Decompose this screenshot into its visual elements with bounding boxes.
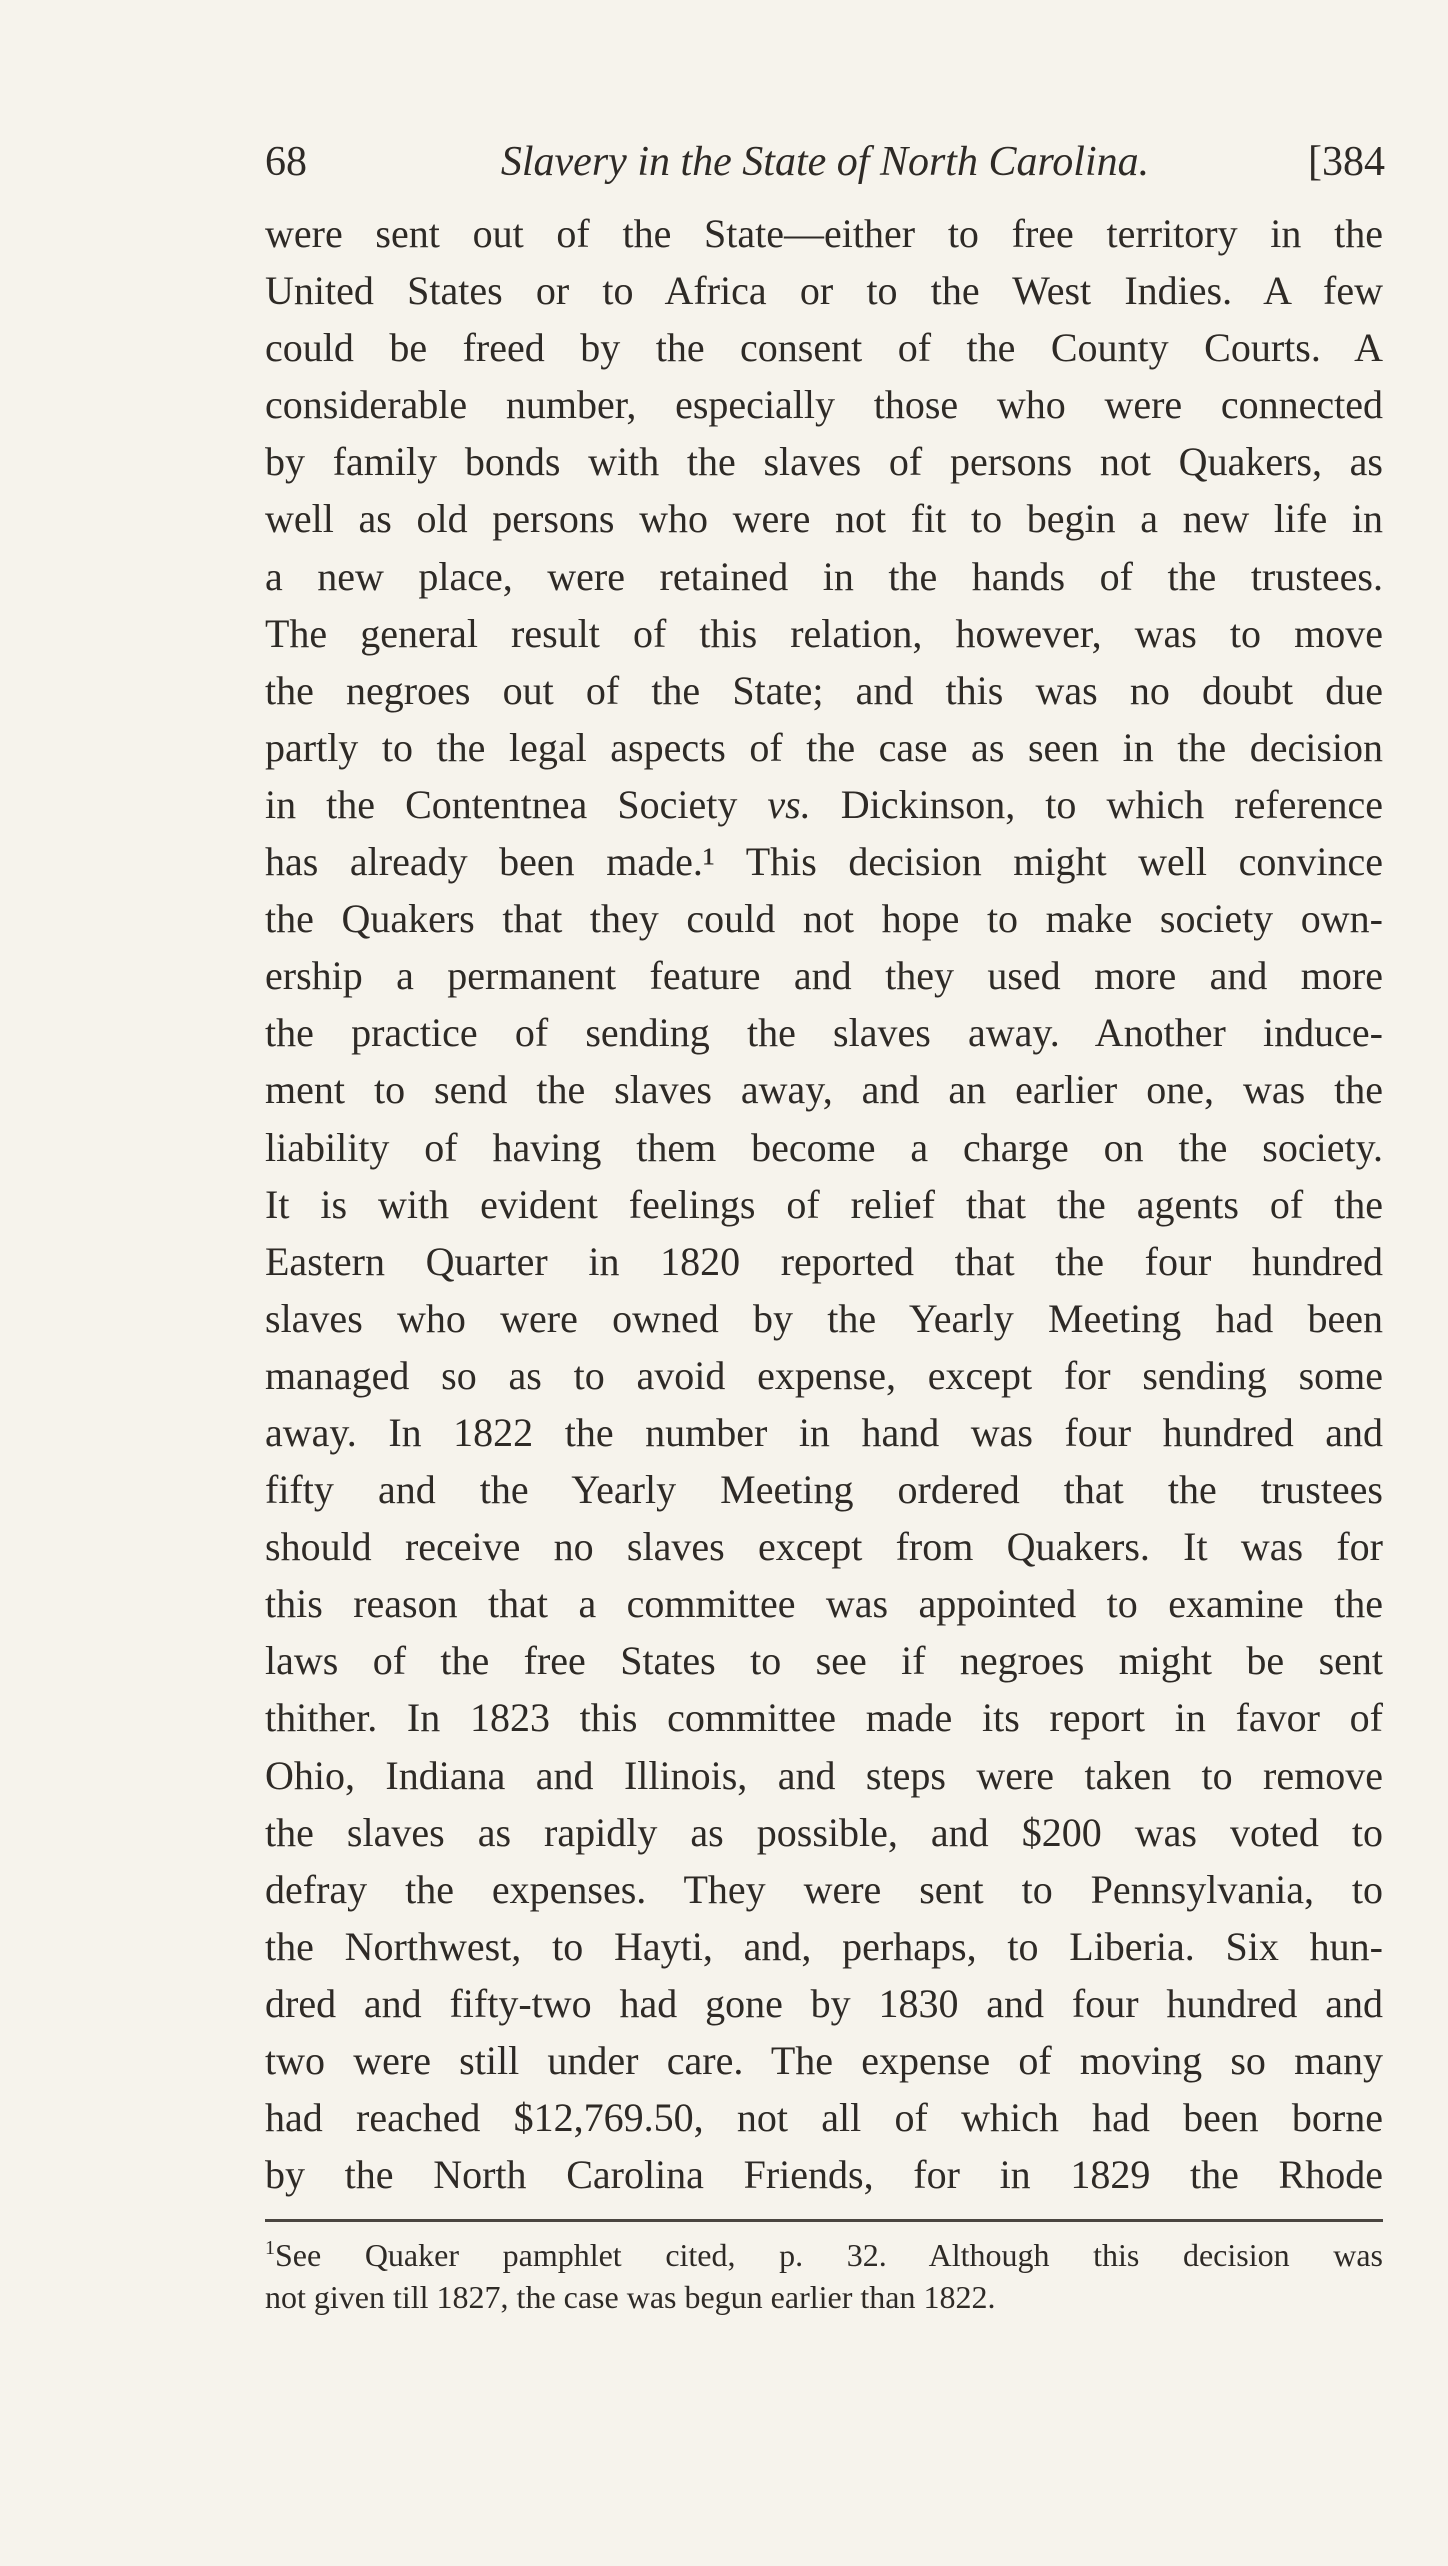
body-line: were sent out of the State—either to free territory in the <box>265 211 1383 256</box>
body-line: in the Contentnea Society vs. Dickinson, to which reference <box>265 781 1383 827</box>
body-line: the practice of sending the slaves away. Another induce- <box>265 1010 1383 1056</box>
body-line: United States or to Africa or to the West Indies. A few <box>265 268 1383 314</box>
body-line: laws of the free States to see if negroes might be sent <box>265 1638 1383 1684</box>
body-line: could be freed by the consent of the County Courts. A <box>265 325 1383 371</box>
footnote-line <box>265 2234 1383 2276</box>
body-line: Ohio, Indiana and Illinois, and steps were taken to remove <box>265 1752 1383 1798</box>
body-line: the Quakers that they could not hope to make society own- <box>265 896 1383 942</box>
footnote-marker: 1 <box>265 2237 275 2259</box>
body-line: ership a permanent feature and they used more and more <box>265 953 1383 999</box>
footnote-line: not given till 1827, the case was begun earlier than 1822. <box>265 2279 996 2315</box>
body-line: had reached $12,769.50, not all of which had been borne <box>265 2095 1383 2141</box>
body-line: ment to send the slaves away, and an earlier one, was the <box>265 1067 1383 1113</box>
body-line: Eastern Quarter in 1820 reported that the four hundred <box>265 1238 1383 1284</box>
body-line: this reason that a committee was appointed to examine the <box>265 1581 1383 1627</box>
footnote <box>265 2234 1383 2318</box>
body-line: dred and fifty-two had gone by 1830 and four hundred and <box>265 1980 1383 2026</box>
body-line: The general result of this relation, however, was to move <box>265 610 1383 656</box>
body-line: by family bonds with the slaves of persons not Quakers, as <box>265 439 1383 485</box>
body-line: by the North Carolina Friends, for in 1829 the Rhode <box>265 2152 1383 2198</box>
running-title: Slavery in the State of North Carolina. <box>500 139 1150 185</box>
body-line: defray the expenses. They were sent to Pennsylvania, to <box>265 1866 1383 1912</box>
body-text <box>265 205 1383 2203</box>
footnote-text: See Quaker pamphlet cited, p. 32. Although this decision was <box>275 2237 1383 2273</box>
body-line: considerable number, especially those who were connected <box>265 382 1383 428</box>
body-line: well as old persons who were not fit to begin a new life in <box>265 496 1383 542</box>
running-head <box>265 132 1385 192</box>
body-line: thither. In 1823 this committee made its report in favor of <box>265 1695 1383 1741</box>
body-line: has already been made.¹ This decision might well convince <box>265 839 1383 885</box>
page-number: 68 <box>265 139 307 185</box>
body-line: managed so as to avoid expense, except for sending some <box>265 1352 1383 1398</box>
body-line: away. In 1822 the number in hand was four hundred and <box>265 1409 1383 1455</box>
body-line: the slaves as rapidly as possible, and $200 was voted to <box>265 1809 1383 1855</box>
body-line: two were still under care. The expense of moving so many <box>265 2038 1383 2083</box>
body-line: slaves who were owned by the Yearly Meeting had been <box>265 1295 1383 1341</box>
body-line: the negroes out of the State; and this was no doubt due <box>265 667 1383 713</box>
body-line: It is with evident feelings of relief that the agents of the <box>265 1181 1383 1227</box>
body-line: partly to the legal aspects of the case as seen in the decision <box>265 724 1383 770</box>
italic-vs: vs. <box>767 781 811 827</box>
body-line: liability of having them become a charge on the society. <box>265 1124 1383 1170</box>
body-line: the Northwest, to Hayti, and, perhaps, to Liberia. Six hun- <box>265 1923 1383 1969</box>
body-line: should receive no slaves except from Quakers. It was for <box>265 1524 1383 1570</box>
original-page-number: [384 <box>1308 139 1385 185</box>
body-line: a new place, were retained in the hands of the trustees. <box>265 553 1383 599</box>
body-line: fifty and the Yearly Meeting ordered that the trustees <box>265 1467 1383 1513</box>
footnote-divider <box>265 2219 1383 2222</box>
